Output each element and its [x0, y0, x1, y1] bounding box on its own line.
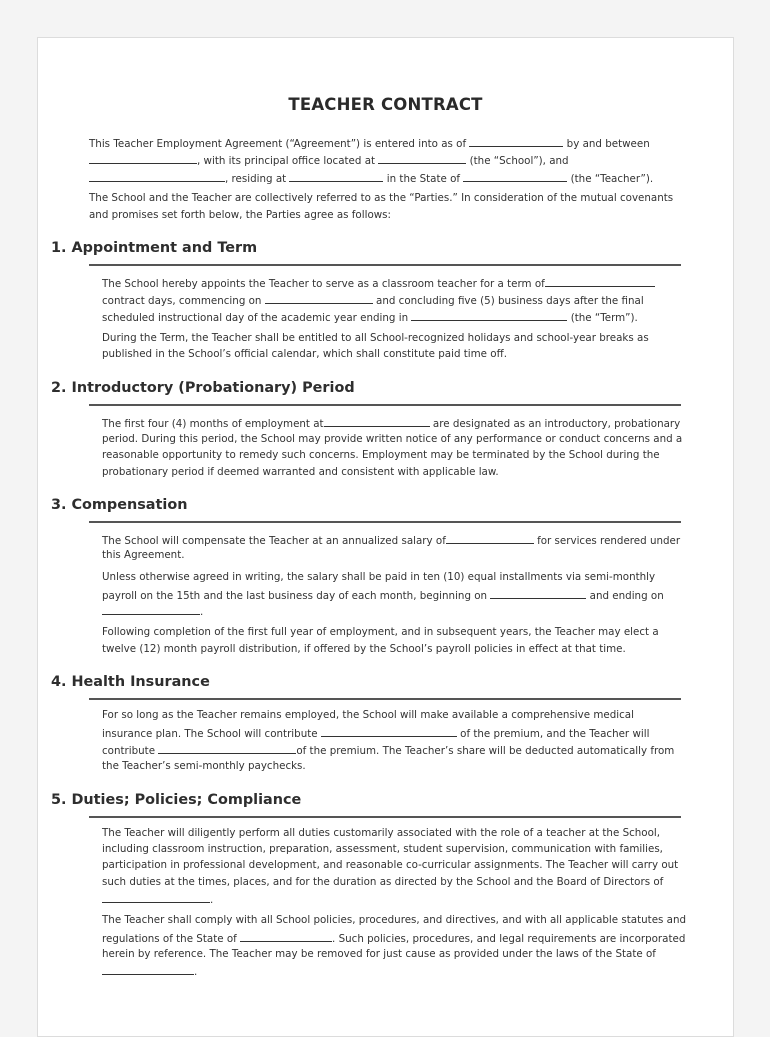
- intro-line-1: [89, 135, 650, 151]
- s2-line-3: reasonable opportunity to remedy such concerns. Employment may be terminated by the School during the: [102, 449, 660, 461]
- document-title: TEACHER CONTRACT: [288, 95, 483, 114]
- s4-line-2: [102, 725, 649, 741]
- s5-line-4: such duties at the times, places, and for the duration as directed by the School and the Board of Directors of: [102, 876, 664, 888]
- s3-paragraph-2: Unless otherwise agreed in writing, the salary shall be paid in ten (10) equal installments via semi-monthly: [102, 571, 656, 583]
- section-5-heading: 5. Duties; Policies; Compliance: [51, 792, 302, 808]
- intro-text: (the “Teacher”).: [570, 173, 654, 185]
- s3-text: The School will compensate the Teacher at an annualized salary of: [102, 535, 446, 547]
- teacher-address-blank[interactable]: [289, 170, 383, 182]
- s5-text: .: [210, 894, 214, 906]
- s2-line-2: period. During this period, the School may provide written notice of any performance or conduct concerns and a: [102, 433, 683, 445]
- s4-text: of the premium. The Teacher’s share will be deducted automatically from: [296, 745, 675, 757]
- academic-year-blank[interactable]: [411, 309, 567, 321]
- section-4-heading: 4. Health Insurance: [51, 674, 210, 690]
- date-blank[interactable]: [469, 135, 563, 147]
- s1-line-3: [102, 309, 638, 325]
- s1-text: and concluding five (5) business days after the final: [376, 295, 644, 307]
- intro-text: in the State of: [386, 173, 461, 185]
- s4-text: insurance plan. The School will contribute: [102, 728, 318, 740]
- s3-paragraph-2-line-3: [102, 603, 203, 619]
- school-contribution-blank[interactable]: [321, 725, 457, 737]
- intro-text: (the “School”), and: [469, 155, 569, 167]
- s4-line-4: the Teacher’s semi-monthly paychecks.: [102, 760, 306, 772]
- s4-text: of the premium, and the Teacher will: [460, 728, 650, 740]
- s1-line-2: [102, 292, 644, 308]
- s1-paragraph-2-cont: published in the School’s official calendar, which shall constitute paid time off.: [102, 348, 507, 360]
- school-address-blank[interactable]: [378, 152, 466, 164]
- s1-text: The School hereby appoints the Teacher to serve as a classroom teacher for a term of: [102, 278, 545, 290]
- section-divider: [89, 264, 681, 266]
- s3-paragraph-2-line-2: [102, 587, 664, 603]
- commencement-date-blank[interactable]: [265, 292, 373, 304]
- intro-text: This Teacher Employment Agreement (“Agreement”) is entered into as of: [89, 138, 467, 150]
- s4-line-3: [102, 742, 674, 758]
- s5-paragraph-2-line-4: [102, 963, 197, 979]
- s1-paragraph-2: During the Term, the Teacher shall be entitled to all School-recognized holidays and school-year breaks as: [102, 332, 649, 344]
- intro-text: by and between: [566, 138, 650, 150]
- state-blank[interactable]: [240, 930, 332, 942]
- school-name-blank[interactable]: [324, 415, 430, 427]
- s5-line-3: participation in professional development, and reasonable co-curricular assignments. The Teacher will carry out: [102, 859, 679, 871]
- state-blank[interactable]: [102, 963, 194, 975]
- board-name-blank[interactable]: [102, 891, 210, 903]
- s5-paragraph-2: The Teacher shall comply with all School policies, procedures, and directives, and with all applicable statutes and: [102, 914, 687, 926]
- section-divider: [89, 521, 681, 523]
- s1-text: (the “Term”).: [570, 312, 638, 324]
- section-3-heading: 3. Compensation: [51, 497, 188, 513]
- s2-text: are designated as an introductory, probationary: [432, 418, 681, 430]
- s1-text: contract days, commencing on: [102, 295, 262, 307]
- s1-text: scheduled instructional day of the academic year ending in: [102, 312, 409, 324]
- term-days-blank[interactable]: [545, 275, 655, 287]
- school-name-blank[interactable]: [89, 152, 197, 164]
- s1-line-1: [102, 275, 655, 291]
- s3-paragraph-3: Following completion of the first full year of employment, and in subsequent years, the Teacher may elect a: [102, 626, 659, 638]
- intro-line-3: [89, 170, 653, 186]
- s3-line-1: [102, 532, 680, 548]
- s5-text: regulations of the State of: [102, 933, 237, 945]
- teacher-name-blank[interactable]: [89, 170, 225, 182]
- section-2-heading: 2. Introductory (Probationary) Period: [51, 380, 355, 396]
- s2-text: The first four (4) months of employment at: [102, 418, 324, 430]
- intro-text: , residing at: [225, 173, 287, 185]
- s5-paragraph-2-line-2: [102, 930, 685, 946]
- payroll-start-blank[interactable]: [490, 587, 586, 599]
- s5-line-5: [102, 891, 213, 907]
- s5-paragraph-2-line-3: herein by reference. The Teacher may be removed for just cause as provided under the laws of the State of: [102, 948, 656, 960]
- section-1-heading: 1. Appointment and Term: [51, 240, 258, 256]
- section-divider: [89, 404, 681, 406]
- s5-text: . Such policies, procedures, and legal requirements are incorporated: [332, 933, 686, 945]
- s4-text: contribute: [102, 745, 156, 757]
- intro-paragraph-2-cont: and promises set forth below, the Parties agree as follows:: [89, 209, 391, 221]
- intro-paragraph-2: The School and the Teacher are collectively referred to as the “Parties.” In consideration of the mutual covenants: [89, 192, 674, 204]
- section-divider: [89, 698, 681, 700]
- s3-text: payroll on the 15th and the last business day of each month, beginning on: [102, 590, 488, 602]
- intro-text: , with its principal office located at: [197, 155, 376, 167]
- s5-text: .: [194, 966, 198, 978]
- intro-line-2: [89, 152, 569, 168]
- payroll-end-blank[interactable]: [102, 603, 200, 615]
- s3-text: .: [200, 606, 204, 618]
- s2-line-4: probationary period if deemed warranted and consistent with applicable law.: [102, 466, 499, 478]
- s3-paragraph-3-cont: twelve (12) month payroll distribution, if offered by the School’s payroll policies in effect at that time.: [102, 643, 626, 655]
- section-divider: [89, 816, 681, 818]
- s4-line-1: For so long as the Teacher remains employed, the School will make available a comprehensive medical: [102, 709, 634, 721]
- teacher-contribution-blank[interactable]: [158, 742, 296, 754]
- s5-line-2: including classroom instruction, preparation, assessment, student supervision, communication with families,: [102, 843, 663, 855]
- s3-text: for services rendered under: [537, 535, 681, 547]
- s3-line-2: this Agreement.: [102, 549, 185, 561]
- s2-line-1: [102, 415, 680, 431]
- state-blank[interactable]: [463, 170, 567, 182]
- s5-line-1: The Teacher will diligently perform all duties customarily associated with the role of a teacher at the School,: [102, 827, 661, 839]
- s3-text: and ending on: [589, 590, 664, 602]
- salary-blank[interactable]: [446, 532, 534, 544]
